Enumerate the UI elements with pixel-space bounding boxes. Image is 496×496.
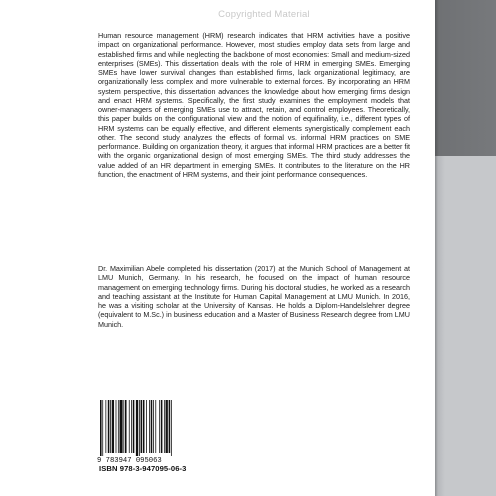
barcode-bar	[155, 400, 156, 453]
barcode	[96, 400, 194, 472]
barcode-bar	[161, 400, 163, 453]
barcode-bar	[112, 400, 114, 453]
barcode-bar	[131, 400, 132, 453]
barcode-bar	[116, 400, 117, 453]
barcode-bar	[141, 400, 143, 453]
barcode-bar	[159, 400, 160, 453]
copyright-watermark: Copyrighted Material	[218, 9, 310, 20]
spine-dark-band	[435, 0, 496, 156]
author-bio-paragraph: Dr. Maximilian Abele completed his dissertation (2017) at the Munich School of Management at LMU Munich, Germany. In his research, he focused on the impact of human resource management on emerging technology firms. During his doctoral studies, he worked as a research and teaching assistant at the Institute for Human Capital Management at LMU Munich. In 2016, he was a visiting scholar at the University of Kansas. He holds a Diplom-Handelslehrer degree (equivalent to M.Sc.) in business education and a Master of Business Research degree from LMU Munich.	[98, 264, 410, 329]
barcode-bar	[169, 400, 171, 453]
barcode-bar	[151, 400, 153, 453]
barcode-bar	[133, 400, 135, 453]
barcode-bar	[149, 400, 150, 453]
barcode-bar	[164, 400, 165, 453]
barcode-digits: 9 783947 095063	[97, 457, 162, 464]
barcode-bar	[105, 400, 106, 453]
barcode-bar	[120, 400, 123, 453]
barcode-bar	[146, 400, 147, 453]
barcode-bar	[108, 400, 110, 453]
barcode-bar	[100, 400, 102, 456]
barcode-bar	[143, 400, 145, 453]
barcode-bar	[166, 400, 168, 453]
barcode-bar	[118, 400, 119, 453]
barcode-bar	[102, 400, 103, 456]
barcode-bar	[110, 400, 111, 453]
barcode-bar	[136, 400, 138, 456]
barcode-bar	[153, 400, 154, 453]
barcode-bar	[123, 400, 124, 453]
barcode-icon	[96, 400, 194, 464]
isbn-label: ISBN 978-3-947095-06-3	[99, 464, 187, 473]
barcode-bar	[139, 400, 140, 456]
barcode-bar	[171, 400, 172, 456]
barcode-bar	[125, 400, 127, 453]
abstract-paragraph: Human resource management (HRM) research indicates that HRM activities have a positive impact on organizational performance. However, most studies employ data sets from large and established firms and while neglecting the backbone of most economies: Small and medium-sized enterprises (SMEs). This dissertation deals with the role of HRM in emerging SMEs. Emerging SMEs have lower survival changes than established firms, lack organizational legitimacy, are organizationally less complex and more vulnerable to external forces. By incorporating an HRM system perspective, this dissertation advances the knowledge about how emerging firms design and enact HRM systems. Specifically, the first study examines the employment models that owner-managers of emerging SMEs use to attract, retain, and control employees. Theoretically, this paper builds on the configurational view and the notion of equifinality, i.e., different types of HRM systems can be equally effective, and different elements synergistically complement each other. The second study analyzes the effects of formal vs. informal HRM practices on SME performance. Building on organization theory, it argues that informal HRM practices are a better fit with the organic organizational design of most emerging SMEs. The third study addresses the value added of an HR department in emerging SMEs. It contributes to the literature on the HR function, the enactment of HRM systems, and their joint performance consequences.	[98, 31, 410, 179]
barcode-bar	[129, 400, 130, 453]
